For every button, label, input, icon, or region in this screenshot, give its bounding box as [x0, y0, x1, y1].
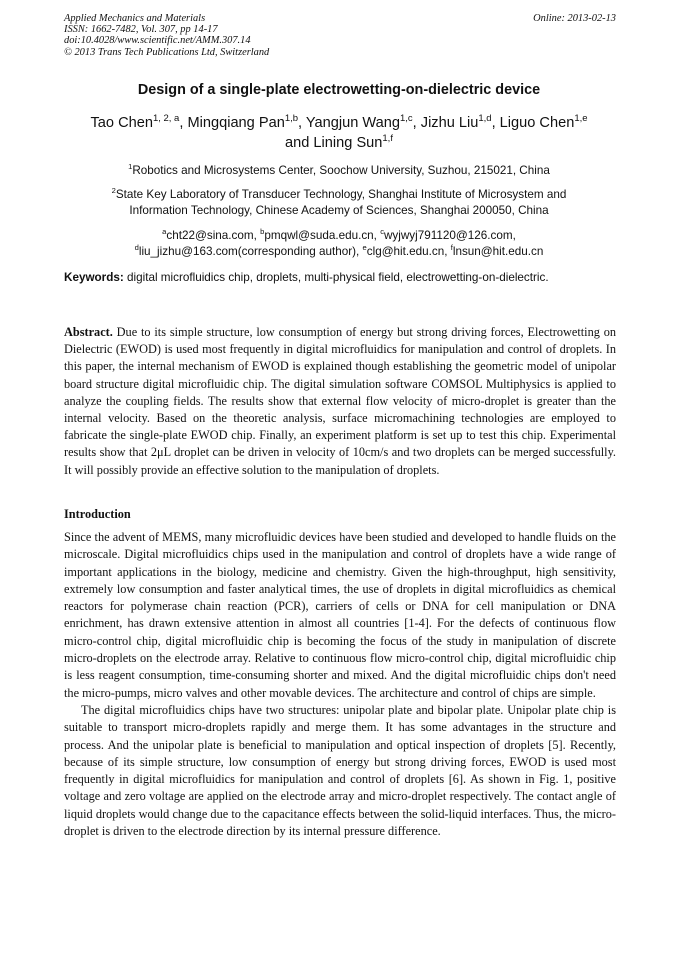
author-affiliation-sup: 1,b [284, 113, 299, 125]
journal-doi: doi:10.4028/www.scientific.net/AMM.307.14 [64, 35, 251, 47]
email-link: wyjwyj791120@126.com, [383, 229, 516, 243]
abstract-label: Abstract. [64, 325, 113, 339]
keywords-text: digital microfluidics chip, droplets, multi-physical field, electrowetting-on-dielectric. [127, 271, 549, 284]
paper-title: Design of a single-plate electrowetting-on-dielectric device [137, 82, 541, 98]
keywords-label: Keywords: [64, 271, 124, 284]
author-affiliation-sup: 1,d [478, 113, 492, 125]
email-link: lnsun@hit.edu.cn [452, 245, 544, 259]
author-name: Mingqiang Pan [187, 115, 285, 131]
email-link: liu_jizhu@163.com(corresponding author), [138, 245, 363, 259]
author-affiliation-sup: 1, 2, a [152, 113, 180, 125]
journal-header [64, 13, 616, 58]
email-link: pmqwl@suda.edu.cn, [264, 229, 381, 243]
body-paragraph: The digital microfluidics chips have two structures: unipolar plate and bipolar plate. Unipolar plate chip is suitable to transport micro-droplets rapidly and merge them. It has some advantages in the structure and process. And the unipolar plate is beneficial to manipulation and optical inspection of droplets [5]. Recently, because of its simple structure, low consumption of energy but strong driving forces, EWOD is used most frequently in digital microfluidics for manipulation and control of droplets [6]. As shown in Fig. 1, positive voltage and zero voltage are applied on the electrode array and micro-droplet respectively. The contact angle of liquid droplets would change due to the capacitance effects between the solid-liquid interfaces. Thus, the micro-droplet is driven to the electrode direction by its internal pressure difference. [64, 702, 616, 839]
keywords [64, 271, 616, 284]
journal-issn: ISSN: 1662-7482, Vol. 307, pp 14-17 [64, 24, 218, 36]
author-emails: $^a$cht22@sina.com, $^b$pmqwl@suda.edu.cn, $^c$wyjwyj791120@126.com, $^d$liu_jizhu@163.com(corresponding author), $^e$clg@hit.edu.cn, $^f$lnsun@hit.edu.cn [134, 227, 544, 259]
section-heading-introduction: Introduction [64, 507, 131, 521]
author-name: Tao Chen [90, 115, 153, 131]
introduction-body [64, 529, 616, 840]
abstract [64, 324, 616, 479]
affiliations [70, 163, 608, 260]
online-date: Online: 2013-02-13 [533, 13, 616, 24]
author-name: and Lining Sun [285, 135, 383, 151]
email-link: cht22@sina.com, [166, 229, 261, 243]
body-paragraph: Since the advent of MEMS, many microfluidic devices have been studied and developed to handle fluids on the microscale. Digital microfluidics chips used in the manipulation and control of droplets have a wide range of important applications in the biology, medicine and chemistry. Given the high-throughput, high sensitivity, extremely low consumption and faster analytical times, the use of droplets in digital microfluidics as chemical reactors for polymerase chain reaction (PCR), carriers of cells or DNA for cell manipulation or DNA enrichment, has drawn extensive attention in almost all countries [1-4]. For the defects of continuous flow micro-control chip, digital microfluidic chip is becoming the focus of the study in manipulation of discrete micro-droplets on the electrode array. Relative to continuous flow micro-control chip, digital microfluidic chip is less reagent consumption, time-consuming shorter and mixed. And the digital microfluidic chips don't need the micro-pumps, micro valves and other movable devices. The architecture and control of chips are simple. [64, 530, 616, 700]
author-name: Liguo Chen [499, 115, 575, 131]
author-affiliation-sup: 1,c [400, 113, 413, 125]
journal-copyright: © 2013 Trans Tech Publications Ltd, Switzerland [64, 46, 270, 58]
affiliation-1: $^1$Robotics and Microsystems Center, Soochow University, Suzhou, 215021, China [128, 162, 550, 177]
author-affiliation-sup: 1,e [574, 113, 588, 125]
journal-name: Applied Mechanics and Materials [64, 13, 206, 24]
email-link: clg@hit.edu.cn, [366, 245, 451, 259]
author-name: Yangjun Wang [305, 115, 400, 131]
affiliation-2: $^2$State Key Laboratory of Transducer Technology, Shanghai Institute of Microsystem and Information Technology, Chinese Academy of Sciences, Shanghai 200050, China [111, 185, 567, 217]
author-name: Jizhu Liu [420, 115, 479, 131]
author-affiliation-sup: 1,f [382, 133, 393, 145]
author-list: Tao Chen$^{1, 2, a}$, Mingqiang Pan$^{1,b}$, Yangjun Wang$^{1,c}$, Jizhu Liu$^{1,d}$, Liguo Chen$^{1,e}$ and Lining Sun$^{1,f}$ [90, 113, 588, 151]
abstract-text: Due to its simple structure, low consumption of energy but strong driving forces, Electrowetting on Dielectric (EWOD) is used most frequently in digital microfluidics for manipulation and control of droplets. In this paper, the internal mechanism of EWOD is explained though establishing the geometric model of unipolar board structure digital microfluidic chip. The digital simulation software COMSOL Multiphysics is applied to analyze the coupling fields. The results show that external flow velocity of micro-droplet is greater than the internal velocity. Based on the theoretic analysis, surface micromachining technologies are employed to fabricate the single-plate EWOD chip. Finally, an experiment platform is set up to test this chip. Experimental results show that 2μL droplet can be driven in velocity of 10cm/s and two droplets can be merged successfully. It will possibly provide an effective solution to the manipulation of droplets. [64, 325, 616, 477]
